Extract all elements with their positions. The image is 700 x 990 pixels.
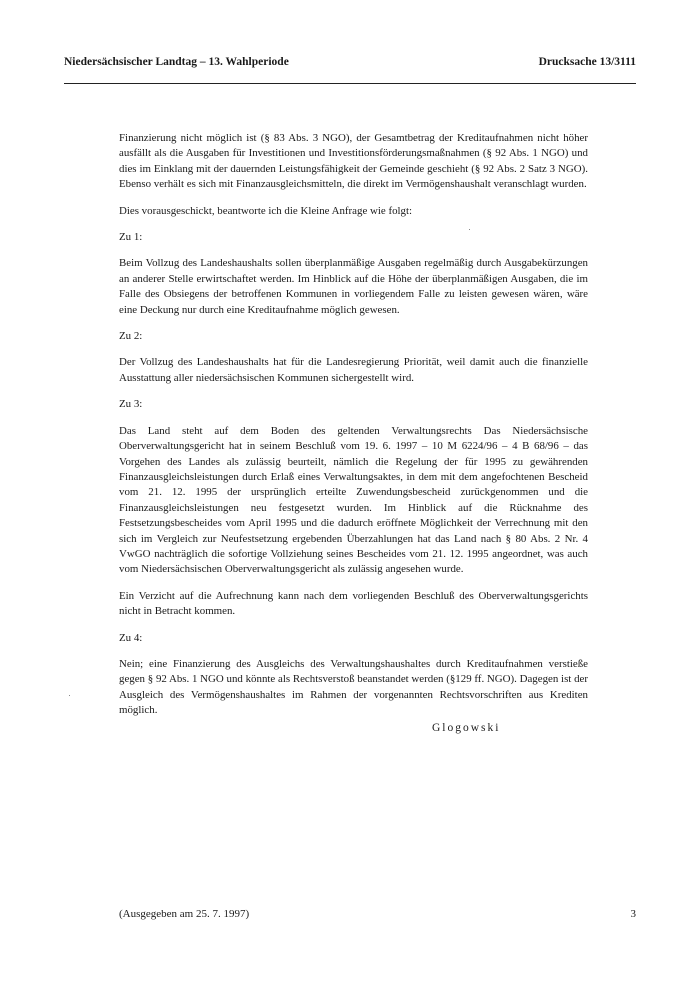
paragraph-answer-4: Nein; eine Finanzierung des Ausgleichs des Verwaltungshaushaltes durch Kreditaufnahmen verstieße gegen § 92 Abs. 1 NGO und könnte als Rechtsverstoß beanstandet werden (§129 ff. NGO). Dagegen ist der Ausgleich des Vermögenshaushaltes im Rahmen der vorgenannten Rechtsvorschriften aus Krediten möglich. [119,657,588,717]
paragraph-intro: Finanzierung nicht möglich ist (§ 83 Abs. 3 NGO), der Gesamtbetrag der Kreditaufnahmen nicht höher ausfällt als die Ausgaben für Investitionen und Investitionsförderungsmaßnahmen (§ 92 Abs. 1 NGO) und dies im Einklang mit der dauernden Leistungsfähigkeit der Gemeinde geschieht (§ 92 Abs. 2 Satz 3 NGO). Ebenso verhält es sich mit Finanzausgleichsmitteln, die direkt im Vermögenshaushalt veranschlagt wurden. [119,132,588,191]
header-rule [64,83,636,84]
document-body [119,131,588,719]
paragraph-answer-3b: Ein Verzicht auf die Aufrechnung kann nach dem vorliegenden Beschluß des Oberverwaltungsgerichts nicht in Betracht kommen. [119,589,588,618]
paragraph-answer-2: Der Vollzug des Landeshaushalts hat für die Landesregierung Priorität, weil damit auch die finanzielle Ausstattung aller niedersächsischen Kommunen sichergestellt wird. [119,356,588,384]
scan-speck [469,229,470,230]
heading-answer-1: Zu 1: [119,231,143,244]
heading-answer-2: Zu 2: [119,330,143,343]
heading-answer-4: Zu 4: [119,631,143,644]
paragraph-preface: Dies vorausgeschickt, beantworte ich die Kleine Anfrage wie folgt: [119,204,413,217]
scan-speck [69,695,70,696]
issue-date: (Ausgegeben am 25. 7. 1997) [119,908,250,920]
page-number: 3 [630,908,636,920]
signature: Glogowski [432,722,501,734]
paragraph-answer-1: Beim Vollzug des Landeshaushalts sollen überplanmäßige Ausgaben regelmäßig durch Ausgabekürzungen an anderer Stelle erwirtschaftet werden. Im Hinblick auf die Höhe der überplanmäßigen Ausgaben, die im Falle des Obsiegens der betroffenen Kommunen in vorliegendem Falle zu leisten gewesen wären, wäre eine Deckung nur durch eine Kreditaufnahme möglich gewesen. [119,257,588,316]
header-parliament-title: Niedersächsischer Landtag – 13. Wahlperiode [64,56,289,68]
heading-answer-3: Zu 3: [119,398,143,411]
paragraph-answer-3: Das Land steht auf dem Boden des geltenden Verwaltungsrechts Das Niedersächsische Oberverwaltungsgericht hat in seinem Beschluß vom 19. 6. 1997 – 10 M 6224/96 – 4 B 68/96 – das Vorgehen des Landes als zulässig beurteilt, nämlich die Regelung der für 1995 zu gewährenden Finanzausgleichsleistungen durch Erlaß eines Verwaltungsaktes, in dem mit dem angefochtenen Bescheid vom 21. 12. 1995 der ursprünglich erteilte Zuwendungsbescheid zurückgenommen und die Finanzausgleichsleistungen neu festgesetzt wurden. Im Hinblick auf die Rücknahme des Festsetzungsbescheides vom April 1995 und die dadurch eröffnete Möglichkeit der Verrechnung mit den sich im Vergleich zur Neufestsetzung ergebenden Überzahlungen hat das Land nach § 80 Abs. 2 Nr. 4 VwGO nachträglich die sofortige Vollziehung seines Bescheides vom 21. 12. 1995 angeordnet, was auch vom Niedersächsischen Oberverwaltungsgericht als zulässig angesehen wurde. [119,424,588,576]
header-document-number: Drucksache 13/3111 [538,56,636,68]
